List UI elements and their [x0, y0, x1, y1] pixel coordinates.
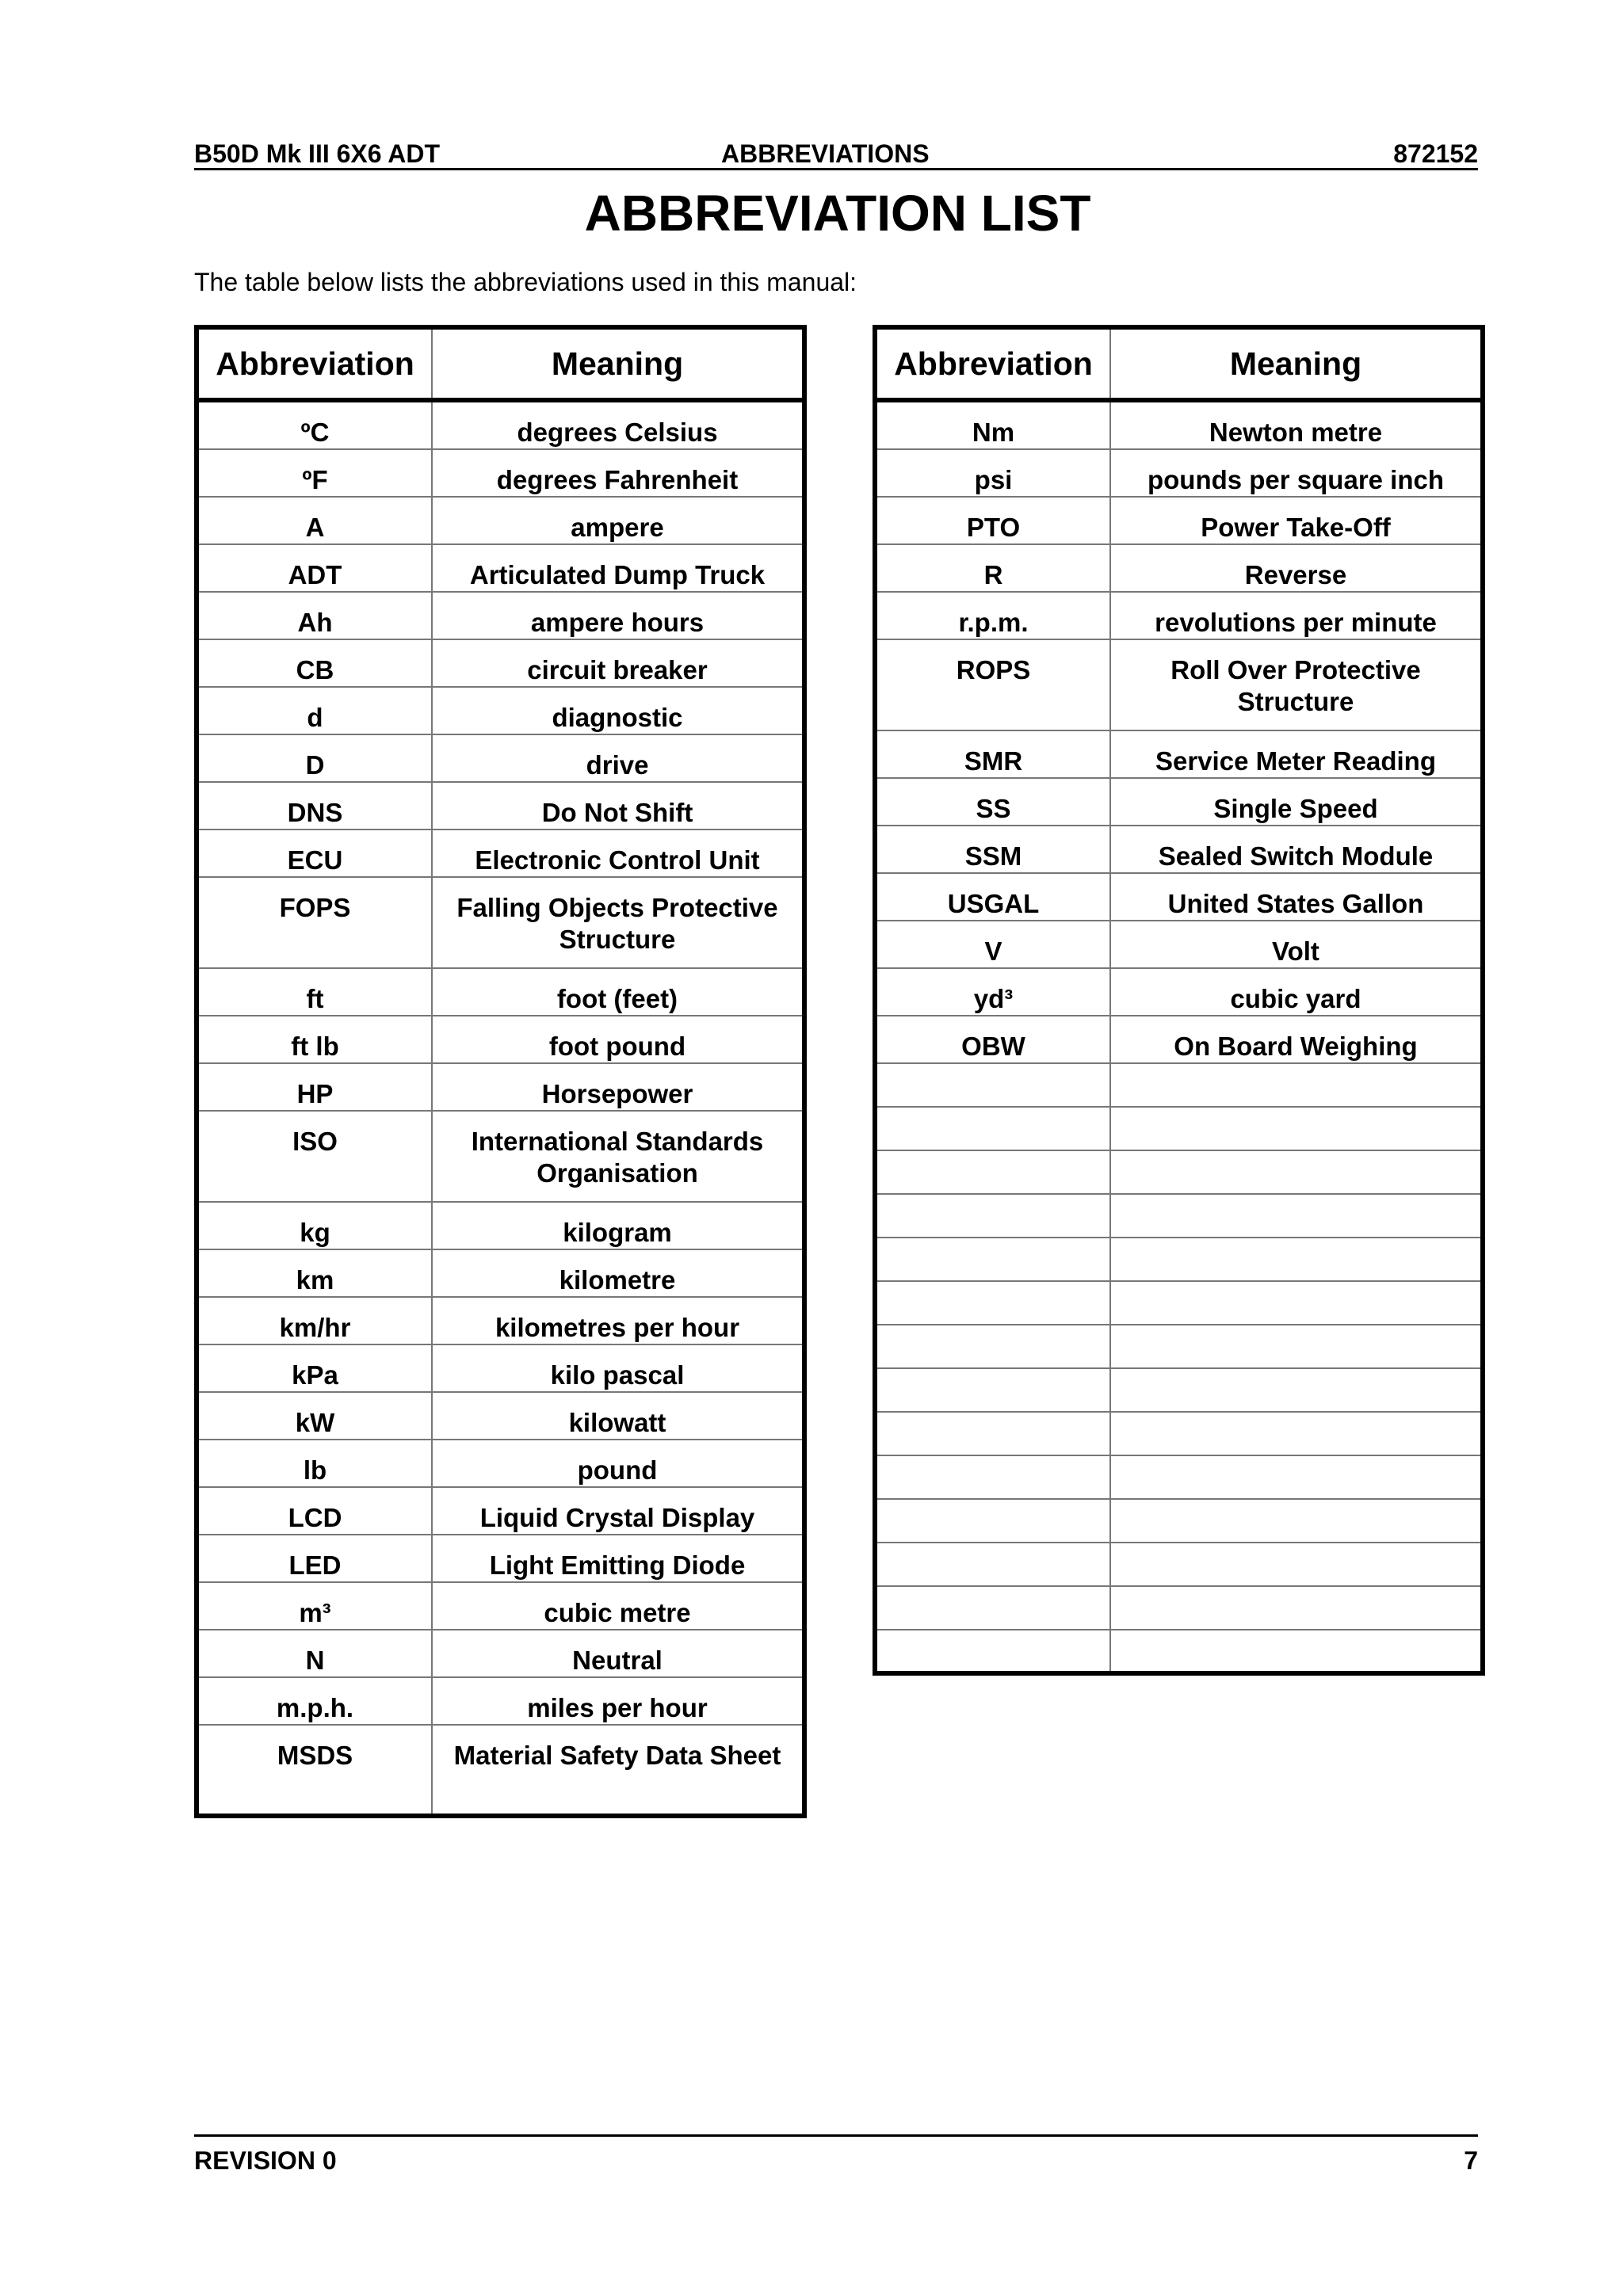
table-row — [875, 1063, 1483, 1107]
meaning-cell: kilometre — [432, 1249, 804, 1297]
meaning-cell: revolutions per minute — [1110, 592, 1483, 639]
abbreviation-cell: ºC — [197, 400, 432, 449]
abbreviation-table-right — [873, 325, 1485, 1676]
meaning-cell: Newton metre — [1209, 418, 1383, 447]
table-row — [875, 1586, 1483, 1630]
abbreviation-cell: r.p.m. — [875, 592, 1110, 639]
table-row — [197, 1202, 804, 1249]
table-row — [875, 1238, 1483, 1281]
table-row — [875, 873, 1483, 921]
abbreviation-cell: kW — [197, 1392, 432, 1440]
abbreviation-cell — [875, 1238, 1110, 1281]
meaning-cell: Power Take-Off — [1110, 497, 1483, 544]
table-row — [875, 1630, 1483, 1673]
abbreviation-table-left — [194, 325, 807, 1818]
table-row — [197, 1249, 804, 1297]
abbreviation-cell: ISO — [197, 1111, 432, 1202]
page-title: ABBREVIATION LIST — [584, 185, 1091, 242]
abbreviation-cell: Nm — [875, 400, 1110, 449]
abbreviation-cell: D — [197, 734, 432, 782]
meaning-cell — [1110, 1238, 1483, 1281]
table-row — [197, 734, 804, 782]
abbreviation-cell: d — [197, 687, 432, 734]
table-row — [197, 687, 804, 734]
abbreviation-cell: OBW — [875, 1016, 1110, 1063]
table-row — [197, 400, 804, 449]
meaning-cell — [1110, 1063, 1483, 1107]
table-row — [875, 1325, 1483, 1368]
page-header — [194, 136, 1478, 170]
meaning-cell: Horsepower — [432, 1063, 804, 1111]
meaning-cell: Volt — [1110, 921, 1483, 968]
meaning-cell: degrees Fahrenheit — [432, 449, 804, 497]
meaning-cell — [1110, 1586, 1483, 1630]
abbreviation-cell: MSDS — [197, 1725, 432, 1816]
meaning-cell: Neutral — [432, 1630, 804, 1677]
column-header-abbreviation: Abbreviation — [197, 327, 432, 400]
abbreviation-cell: ADT — [197, 544, 432, 592]
table-row — [197, 639, 804, 687]
table-row — [875, 1107, 1483, 1150]
meaning-cell: diagnostic — [432, 687, 804, 734]
abbreviation-cell — [875, 1455, 1110, 1499]
meaning-cell: Electronic Control Unit — [432, 830, 804, 877]
meaning-cell — [1110, 1281, 1483, 1325]
abbreviation-cell: m³ — [197, 1582, 432, 1630]
abbreviation-cell: V — [875, 921, 1110, 968]
abbreviation-cell: LCD — [197, 1487, 432, 1535]
table-header-row — [197, 327, 804, 400]
abbreviation-cell: Ah — [197, 592, 432, 639]
table-row — [197, 1630, 804, 1677]
table-row — [875, 1499, 1483, 1543]
abbreviation-cell — [875, 1194, 1110, 1238]
meaning-cell — [1110, 1543, 1483, 1586]
abbreviation-cell — [875, 1368, 1110, 1412]
table-row — [197, 968, 804, 1016]
abbreviation-cell — [875, 1586, 1110, 1630]
abbreviation-cell: km — [197, 1249, 432, 1297]
table-row — [197, 497, 804, 544]
table-row — [197, 449, 804, 497]
table-row — [197, 1063, 804, 1111]
meaning-cell: ampere hours — [432, 592, 804, 639]
table-row — [197, 1535, 804, 1582]
table-row — [875, 826, 1483, 873]
meaning-cell: Material Safety Data Sheet — [432, 1725, 804, 1816]
meaning-cell — [1110, 1630, 1483, 1673]
table-row — [197, 830, 804, 877]
page-footer — [194, 2134, 1478, 2176]
meaning-cell: degrees Celsius — [517, 418, 718, 447]
meaning-cell: miles per hour — [432, 1677, 804, 1725]
meaning-cell — [1110, 1368, 1483, 1412]
abbreviation-cell: A — [197, 497, 432, 544]
meaning-cell: foot pound — [432, 1016, 804, 1063]
table-row — [875, 921, 1483, 968]
table-row — [197, 544, 804, 592]
table-row — [197, 1297, 804, 1344]
table-row — [875, 730, 1483, 778]
table-row — [197, 782, 804, 830]
meaning-cell: cubic yard — [1110, 968, 1483, 1016]
meaning-cell: foot (feet) — [432, 968, 804, 1016]
abbreviation-cell: DNS — [197, 782, 432, 830]
intro-text: The table below lists the abbreviations used in this manual: — [194, 268, 857, 296]
abbreviation-cell: CB — [197, 639, 432, 687]
abbreviation-cell — [875, 1107, 1110, 1150]
abbreviation-cell: psi — [875, 449, 1110, 497]
meaning-cell: kilometres per hour — [432, 1297, 804, 1344]
meaning-cell — [1110, 1150, 1483, 1194]
meaning-cell: circuit breaker — [432, 639, 804, 687]
abbreviation-cell: yd³ — [875, 968, 1110, 1016]
meaning-cell — [1110, 1107, 1483, 1150]
abbreviation-cell: ºF — [197, 449, 432, 497]
table-row — [875, 1368, 1483, 1412]
meaning-cell: On Board Weighing — [1110, 1016, 1483, 1063]
abbreviation-cell: ft lb — [197, 1016, 432, 1063]
abbreviation-cell: R — [875, 544, 1110, 592]
meaning-cell: Single Speed — [1110, 778, 1483, 826]
table-row — [197, 1487, 804, 1535]
meaning-cell: International Standards Organisation — [432, 1111, 804, 1202]
header-model: B50D Mk III 6X6 ADT — [194, 139, 441, 168]
meaning-cell: Reverse — [1110, 544, 1483, 592]
header-section: ABBREVIATIONS — [721, 139, 930, 168]
abbreviation-cell: ROPS — [875, 639, 1110, 730]
abbreviation-cell: ECU — [197, 830, 432, 877]
table-row — [875, 1016, 1483, 1063]
meaning-cell: Articulated Dump Truck — [432, 544, 804, 592]
table-row — [197, 1725, 804, 1816]
table-row — [197, 877, 804, 968]
abbreviation-cell: m.p.h. — [197, 1677, 432, 1725]
abbreviation-cell: SMR — [875, 730, 1110, 778]
column-header-abbreviation: Abbreviation — [875, 327, 1110, 400]
abbreviation-cell — [875, 1281, 1110, 1325]
meaning-cell: kilowatt — [432, 1392, 804, 1440]
table-row — [875, 1194, 1483, 1238]
abbreviation-cell — [875, 1543, 1110, 1586]
meaning-cell: United States Gallon — [1110, 873, 1483, 921]
meaning-cell: Liquid Crystal Display — [432, 1487, 804, 1535]
meaning-cell: kilo pascal — [432, 1344, 804, 1392]
table-row — [197, 1016, 804, 1063]
table-row — [875, 400, 1483, 449]
table-row — [875, 544, 1483, 592]
abbreviation-cell: SS — [875, 778, 1110, 826]
abbreviation-cell: kPa — [197, 1344, 432, 1392]
abbreviation-cell — [875, 1150, 1110, 1194]
table-row — [197, 1677, 804, 1725]
column-header-meaning: Meaning — [1110, 327, 1483, 400]
meaning-cell — [1110, 1194, 1483, 1238]
table-row — [875, 449, 1483, 497]
abbreviation-cell: lb — [197, 1440, 432, 1487]
meaning-cell: ampere — [432, 497, 804, 544]
meaning-cell — [1110, 1412, 1483, 1455]
table-row — [875, 1150, 1483, 1194]
table-row — [875, 497, 1483, 544]
abbreviation-cell: LED — [197, 1535, 432, 1582]
footer-page-number: 7 — [1464, 2146, 1478, 2175]
abbreviation-cell: USGAL — [875, 873, 1110, 921]
abbreviation-cell: FOPS — [197, 877, 432, 968]
table-row — [875, 592, 1483, 639]
abbreviation-cell — [875, 1063, 1110, 1107]
meaning-cell — [1110, 1499, 1483, 1543]
meaning-cell — [1110, 1325, 1483, 1368]
abbreviation-cell — [875, 1630, 1110, 1673]
table-row — [875, 1543, 1483, 1586]
table-row — [197, 1440, 804, 1487]
meaning-cell: Falling Objects Protective Structure — [432, 877, 804, 968]
meaning-cell: Sealed Switch Module — [1110, 826, 1483, 873]
abbreviation-cell: SSM — [875, 826, 1110, 873]
abbreviation-cell: km/hr — [197, 1297, 432, 1344]
table-row — [197, 592, 804, 639]
table-row — [875, 639, 1483, 730]
meaning-cell: Roll Over Protective Structure — [1110, 639, 1483, 730]
column-header-meaning: Meaning — [432, 327, 804, 400]
meaning-cell: drive — [432, 734, 804, 782]
abbreviation-cell — [875, 1412, 1110, 1455]
abbreviation-cell: N — [197, 1630, 432, 1677]
meaning-cell: Service Meter Reading — [1110, 730, 1483, 778]
meaning-cell: kilogram — [432, 1202, 804, 1249]
meaning-cell: cubic metre — [432, 1582, 804, 1630]
footer-revision: REVISION 0 — [194, 2146, 337, 2175]
meaning-cell: Do Not Shift — [432, 782, 804, 830]
abbreviation-cell: HP — [197, 1063, 432, 1111]
table-row — [875, 1412, 1483, 1455]
abbreviation-cell: PTO — [875, 497, 1110, 544]
table-row — [875, 1455, 1483, 1499]
meaning-cell: pound — [432, 1440, 804, 1487]
abbreviation-cell: ft — [197, 968, 432, 1016]
table-row — [197, 1582, 804, 1630]
table-row — [197, 1392, 804, 1440]
table-row — [197, 1344, 804, 1392]
table-row — [875, 968, 1483, 1016]
header-doc-number: 872152 — [1393, 139, 1478, 168]
abbreviation-cell — [875, 1325, 1110, 1368]
table-row — [875, 1281, 1483, 1325]
meaning-cell: pounds per square inch — [1110, 449, 1483, 497]
meaning-cell: Light Emitting Diode — [432, 1535, 804, 1582]
table-row — [875, 778, 1483, 826]
table-row — [197, 1111, 804, 1202]
abbreviation-cell: kg — [197, 1202, 432, 1249]
abbreviation-cell — [875, 1499, 1110, 1543]
meaning-cell — [1110, 1455, 1483, 1499]
table-header-row — [875, 327, 1483, 400]
